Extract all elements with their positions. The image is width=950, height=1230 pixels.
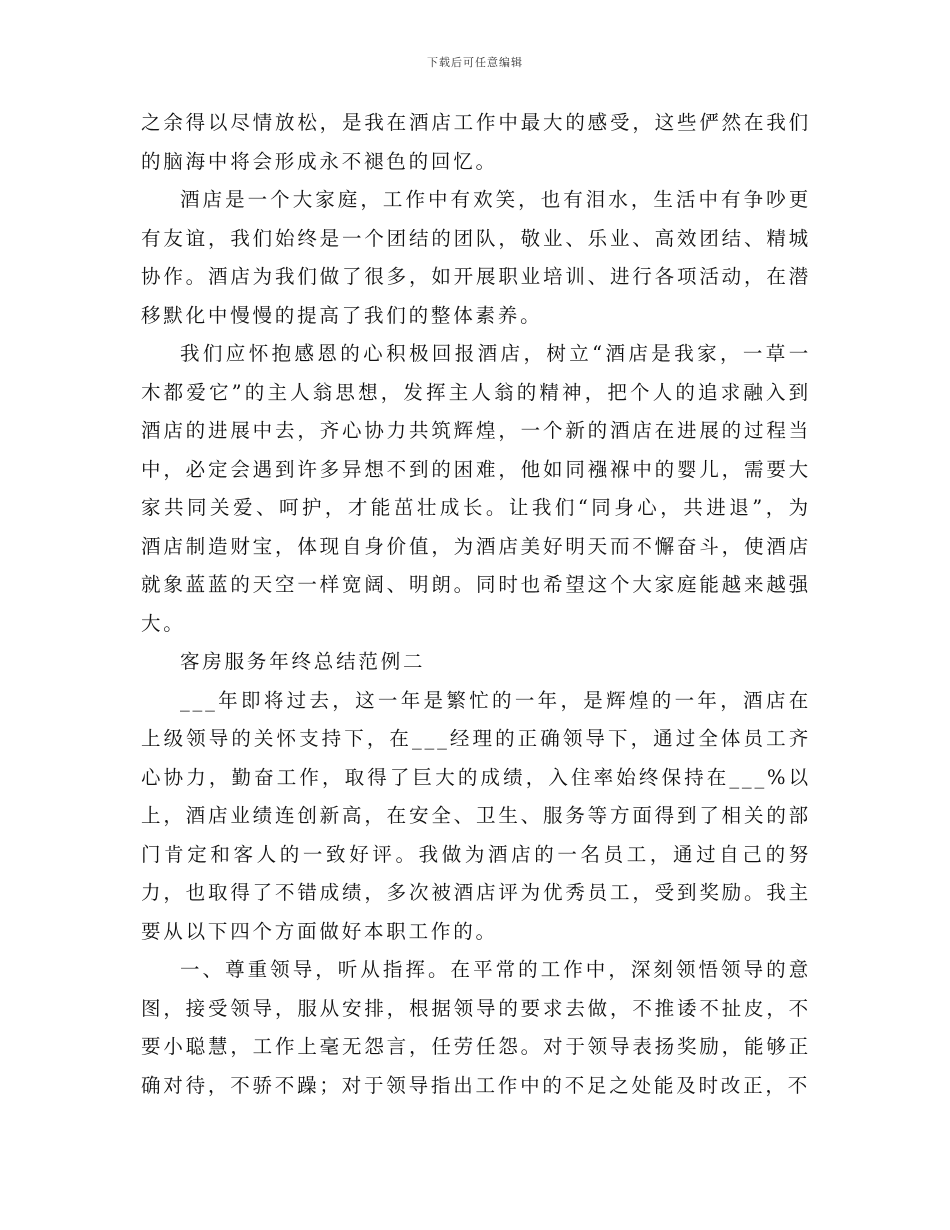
page-header: 下载后可任意编辑 (427, 56, 523, 69)
paragraph-continuation: 之余得以尽情放松，是我在酒店工作中最大的感受，这些俨然在我们的脑海中将会形成永不褪色的回忆。 (141, 111, 811, 173)
paragraph-gratitude: 我们应怀抱感恩的心积极回报酒店，树立“酒店是我家，一草一木都爱它”的主人翁思想，发挥主人翁的精神，把个人的追求融入到酒店的进展中去，齐心协力共筑辉煌，一个新的酒店在进展的过程当中，必定会遇到许多异想不到的困难，他如同襁褓中的婴儿，需要大家共同关爱、呵护，才能茁壮成长。让我们“同身心，共进退”，为酒店制造财宝，体现自身价值，为酒店美好明天而不懈奋斗，使酒店就象蓝蓝的天空一样宽阔、明朗。同时也希望这个大家庭能越来越强大。 (141, 342, 811, 635)
section-heading: 客房服务年终总结范例二 (180, 650, 426, 673)
paragraph-hotel-family: 酒店是一个大家庭，工作中有欢笑，也有泪水，生活中有争吵更有友谊，我们始终是一个团结的团队，敬业、乐业、高效团结、精城协作。酒店为我们做了很多，如开展职业培训、进行各项活动，在潜移默化中慢慢的提高了我们的整体素养。 (141, 188, 811, 327)
paragraph-respect-leadership: 一、尊重领导，听从指挥。在平常的工作中，深刻领悟领导的意图，接受领导，服从安排，根据领导的要求去做，不推诿不扯皮，不要小聪慧，工作上毫无怨言，任劳任怨。对于领导表扬奖励，能够正确对待，不骄不躁；对于领导指出工作中的不足之处能及时改正，不 (141, 958, 811, 1097)
paragraph-year-summary: ___年即将过去，这一年是繁忙的一年，是辉煌的一年，酒店在上级领导的关怀支持下，在___经理的正确领导下，通过全体员工齐心协力，勤奋工作，取得了巨大的成绩，入住率始终保持在___%以上，酒店业绩连创新高，在安全、卫生、服务等方面得到了相关的部门肯定和客人的一致好评。我做为酒店的一名员工，通过自己的努力，也取得了不错成绩，多次被酒店评为优秀员工，受到奖励。我主要从以下四个方面做好本职工作的。 (141, 688, 811, 943)
document-body (141, 104, 811, 1105)
